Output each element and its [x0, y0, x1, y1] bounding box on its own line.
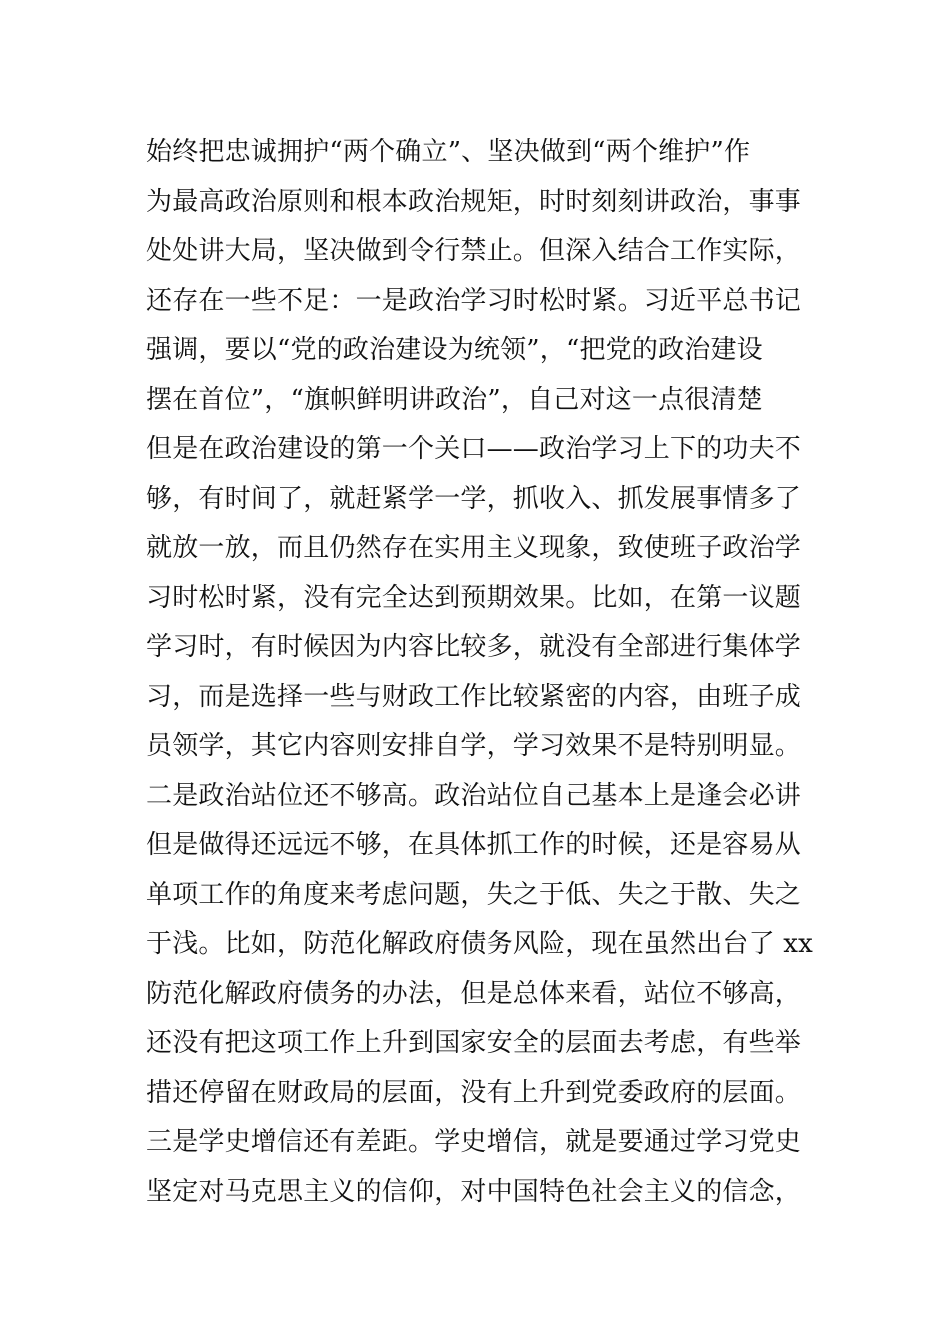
text-line: 还存在一些不足：一是政治学习时松时紧。习近平总书记: [146, 285, 802, 316]
text-line: 三是学史增信还有差距。学史增信，就是要通过学习党史: [146, 1127, 802, 1157]
text-line: 员领学，其它内容则安排自学，学习效果不是特别明显。: [146, 731, 802, 761]
text-line: 措还停留在财政局的层面，没有上升到党委政府的层面。: [146, 1077, 802, 1108]
text-line: 处处讲大局，坚决做到令行禁止。但深入结合工作实际，: [146, 236, 802, 266]
body-text: [146, 128, 816, 1217]
text-line: 还没有把这项工作上升到国家安全的层面去考虑，有些举: [146, 1028, 802, 1058]
text-line: 单项工作的角度来考虑问题，失之于低、失之于散、失之: [146, 879, 802, 910]
text-line: 学习时，有时候因为内容比较多，就没有全部进行集体学: [146, 632, 802, 662]
text-line: 但是做得还远远不够，在具体抓工作的时候，还是容易从: [146, 830, 802, 860]
text-line: 强调，要以“党的政治建设为统领”，“把党的政治建设: [146, 335, 763, 365]
text-line: 防范化解政府债务的办法，但是总体来看，站位不够高，: [146, 978, 802, 1009]
text-line: 坚定对马克思主义的信仰，对中国特色社会主义的信念，: [146, 1176, 802, 1207]
text-line: 习时松时紧，没有完全达到预期效果。比如，在第一议题: [146, 582, 802, 613]
text-line: 于浅。比如，防范化解政府债务风险，现在虽然出台了 xx: [146, 929, 813, 959]
text-line: 为最高政治原则和根本政治规矩，时时刻刻讲政治，事事: [146, 186, 802, 217]
text-line: 始终把忠诚拥护“两个确立”、坚决做到“两个维护”作: [146, 137, 751, 167]
text-line: 摆在首位”，“旗帜鲜明讲政治”，自己对这一点很清楚: [146, 384, 763, 415]
text-line: 就放一放，而且仍然存在实用主义现象，致使班子政治学: [146, 533, 802, 563]
text-line: 习，而是选择一些与财政工作比较紧密的内容，由班子成: [146, 681, 802, 712]
text-line: 够，有时间了，就赶紧学一学，抓收入、抓发展事情多了: [146, 483, 802, 514]
text-line: 二是政治站位还不够高。政治站位自己基本上是逢会必讲: [146, 780, 802, 811]
text-line: 但是在政治建设的第一个关口——政治学习上下的功夫不: [146, 434, 802, 464]
